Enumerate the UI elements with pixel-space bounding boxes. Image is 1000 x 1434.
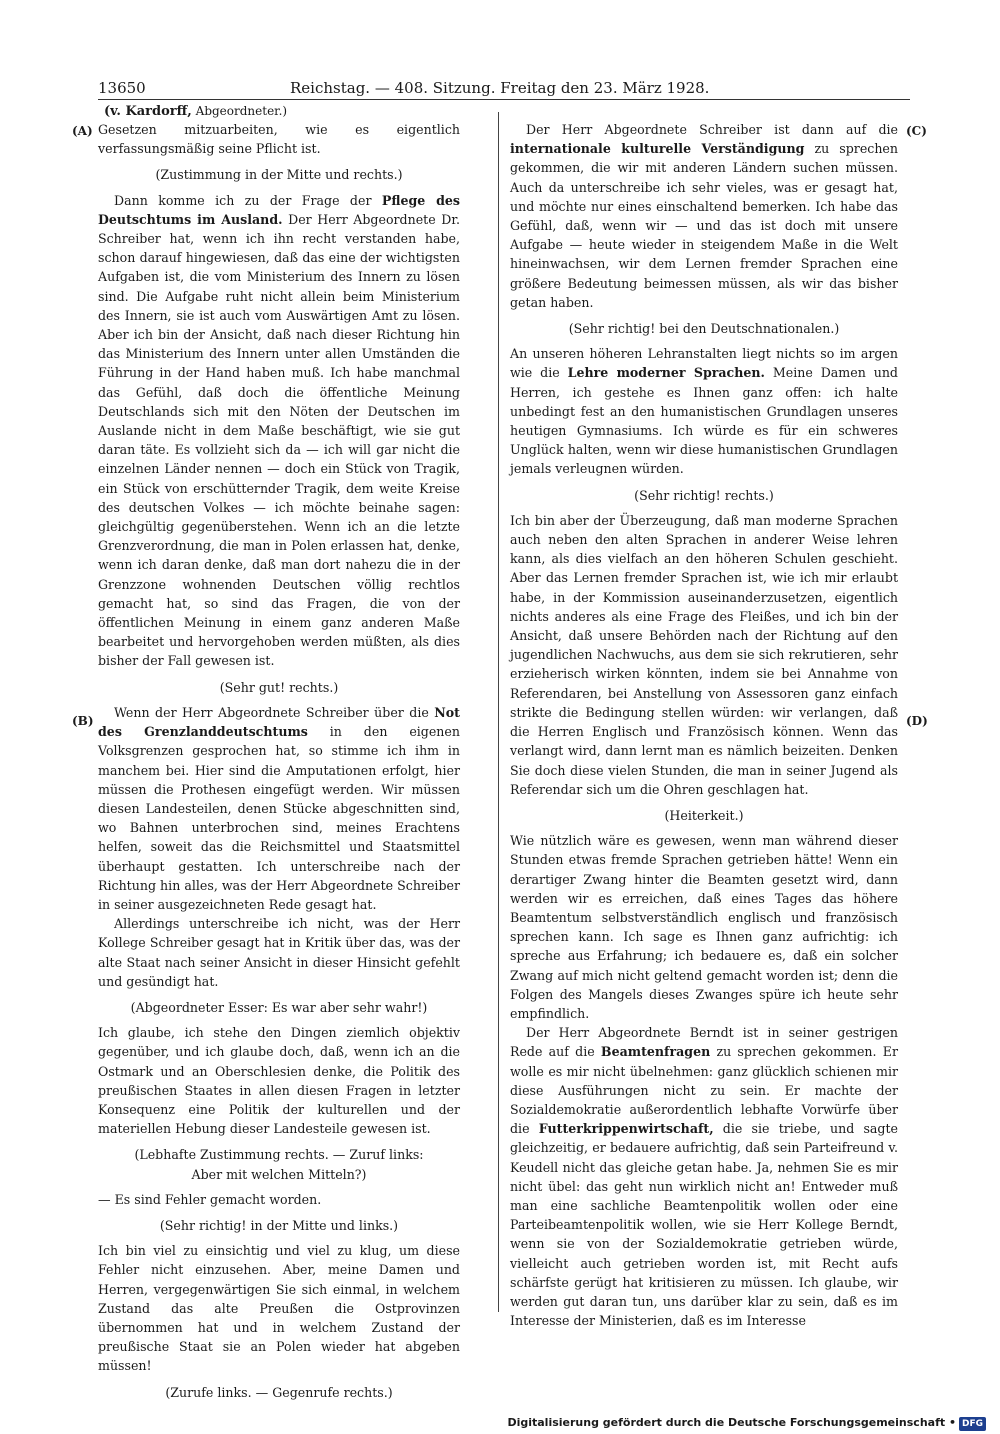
paragraph: Wenn der Herr Abgeordnete Schreiber über die Not des Grenzlanddeutschtums in den eigenen Volksgrenzen gesprochen hat, so stimme ich ihm in manchem bei. Hier sind die Amputationen erfolgt, hier müssen die Prothesen eingefügt werden. Wir müssen diesen Landesteilen, denen Stücke abgeschnitten sind, wo Bahnen unterbrochen sind, meines Erachtens helfen, soweit das die Reichsmittel und Staatsmittel überhaupt gestatten. Ich unterschreibe nach der Richtung hin alles, was der Herr Abgeordnete Schreiber in seiner ausgezeichneten Rede gesagt hat. xyxy=(98,704,460,912)
paragraph: Der Herr Abgeordnete Schreiber ist dann auf die internationale kulturelle Verständigung zu sprechen gekommen, die wir mit anderen Ländern suchen müssen. Auch da unterschreibe ich sehr vieles, was er gesagt hat, und möchte nur eines einschaltend bemerken. Ich habe das Gefühl, daß, wenn wir — und das ist doch mit unsere Aufgabe — heute wieder in steigendem Maße in die Welt hineinwachsen, wir dem Lernen fremder Sprachen eine größere Bedeutung beimessen müssen, als wir das bisher getan haben. xyxy=(510,122,898,310)
header-rule xyxy=(98,99,910,100)
dfg-logo: DFG xyxy=(959,1417,986,1431)
speaker-role: Abgeordneter.) xyxy=(195,104,288,118)
interjection: (Sehr richtig! bei den Deutschnationalen.) xyxy=(568,321,840,337)
paragraph: Gesetzen mitzuarbeiten, wie es eigentlich verfassungsmäßig seine Pflicht ist. xyxy=(98,122,460,157)
margin-marker-d: (D) xyxy=(906,714,928,728)
interjection: (Abgeordneter Esser: Es war aber sehr wahr!) xyxy=(130,999,428,1015)
paragraph: Ich bin viel zu einsichtig und viel zu klug, um diese Fehler nicht einzusehen. Aber, meine Damen und Herren, vergegenwärtigen Sie sich einmal, in welchem Zustand das alte Preußen die Ostprovinzen übernommen hat und in welchem Zustand der preußische Staat sie an Polen wieder hat abgeben müssen! xyxy=(98,1243,460,1374)
paragraph: — Es sind Fehler gemacht worden. xyxy=(98,1191,322,1207)
emphasis: Pflege des Deutschtums im Ausland. xyxy=(98,192,460,227)
paragraph: Wie nützlich wäre es gewesen, wenn man während dieser Stunden etwas fremde Sprachen getrieben hätte! Wenn ein derartiger Zwang hinter die Beamten gesetzt wird, dann werden wir es erreichen, daß eines Tages das höhere Beamtentum selbstverständlich englisch und französisch sprechen kann. Ich sage es Ihnen ganz aufrichtig: ich spreche aus Erfahrung; ich bedauere es, daß ein solcher Zwang auf mich nicht geltend gemacht worden ist; denn die Folgen des Mangels dieses Zwanges spüre ich heute sehr empfindlich. xyxy=(510,833,898,1021)
left-column xyxy=(98,120,460,1408)
interjection: (Sehr richtig! in der Mitte und links.) xyxy=(159,1217,399,1233)
emphasis: Not des Grenzlanddeutschtums xyxy=(98,704,460,740)
interjection: (Sehr gut! rechts.) xyxy=(219,679,339,695)
emphasis: internationale kulturelle Verständigung xyxy=(510,141,805,157)
speaker-name: (v. Kardorff, xyxy=(104,104,192,119)
interjection: (Zurufe links. — Gegenrufe rechts.) xyxy=(165,1384,393,1400)
margin-marker-b: (B) xyxy=(72,714,94,728)
interjection: (Lebhafte Zustimmung rechts. — Zuruf links: xyxy=(134,1147,424,1163)
emphasis: Futterkrippenwirtschaft, xyxy=(538,1121,714,1137)
interjection: Aber mit welchen Mitteln?) xyxy=(191,1166,367,1182)
footer-text: Digitalisierung gefördert durch die Deutsche Forschungsgemeinschaft • xyxy=(507,1416,956,1429)
paragraph: Der Herr Abgeordnete Berndt ist in seiner gestrigen Rede auf die Beamtenfragen zu sprechen gekommen. Er wolle es mir nicht übelnehmen: ganz glücklich schienen mir diese Ausführungen nicht zu sein. Er machte der Sozialdemokratie außerordentlich lebhafte Vorwürfe über die Futterkrippenwirtschaft, die sie triebe, und sagte gleichzeitig, er bedauere aufrichtig, daß sein Parteifreund v. Keudell nicht das gleiche getan habe. Ja, nehmen Sie es mir nicht übel: das geht nun wirklich nicht an! Entweder muß man eine sachliche Beamtenpolitik wollen oder eine Parteibeamtenpolitik wollen, wie sie Herr Kollege Berndt, wenn sie von der Sozialdemokratie getrieben würde, vielleicht auch getrieben worden ist, mit Recht aufs schärfste gerügt hat kritisieren zu müssen. Ich glaube, wir werden gut daran tun, uns darüber klar zu sein, daß es im Interesse der Ministerien, daß es im Interesse xyxy=(510,1025,898,1329)
page-number: 13650 xyxy=(98,79,146,97)
paragraph: Allerdings unterschreibe ich nicht, was der Herr Kollege Schreiber gesagt hat in Kritik über das, was der alte Staat nach seiner Ansicht in dieser Hinsicht gefehlt und gesündigt hat. xyxy=(98,916,460,989)
margin-marker-a: (A) xyxy=(72,124,93,138)
emphasis: Lehre moderner Sprachen. xyxy=(567,365,765,381)
margin-marker-c: (C) xyxy=(906,124,927,138)
right-column xyxy=(510,120,898,1330)
interjection: (Zustimmung in der Mitte und rechts.) xyxy=(155,167,403,183)
interjection: (Sehr richtig! rechts.) xyxy=(634,487,774,503)
column-divider xyxy=(498,112,499,1312)
paragraph: Ich bin aber der Überzeugung, daß man moderne Sprachen auch neben den alten Sprachen in anderer Weise lehren kann, als dies vielfach an den höheren Schulen geschieht. Aber das Lernen fremder Sprachen ist, wie ich mir erlaubt habe, in der Kommission auseinanderzusetzen, eigentlich nichts anderes als eine Frage des Fleißes, und ich bin der Ansicht, daß unsere Behörden nach der Richtung auf den jugendlichen Nachwuchs, aus dem sie sich rekrutieren, sehr erzieherisch wirken könnten, indem sie bei Annahme von Referendaren, bei Anstellung von Assessoren ganz einfach strikte die Bedingung stellen würden: wir verlangen, daß die Herren Englisch und Französisch können. Wenn das verlangt wird, dann lernt man es nämlich beizeiten. Denken Sie doch diese vielen Stunden, die man in seiner Jugend als Referendar sich um die Ohren geschlagen hat. xyxy=(510,512,898,797)
interjection: (Heiterkeit.) xyxy=(664,807,744,823)
emphasis: Beamtenfragen xyxy=(600,1044,711,1060)
paragraph: An unseren höheren Lehranstalten liegt nichts so im argen wie die Lehre moderner Sprachen. Meine Damen und Herren, ich gestehe es Ihnen ganz offen: ich halte unbedingt fest an den humanistischen Grundlagen unseres heutigen Gymnasiums. Ich würde es für ein schweres Unglück halten, wenn wir diese humanistischen Grundlagen jemals verleugnen würden. xyxy=(510,346,898,477)
paragraph: Dann komme ich zu der Frage der Pflege des Deutschtums im Ausland. Der Herr Abgeordnete Dr. Schreiber hat, wenn ich ihn recht verstanden habe, schon darauf hingewiesen, daß das eine der wichtigsten Aufgaben ist, die vom Ministerium des Innern zu lösen sind. Die Aufgabe ruht nicht allein beim Ministerium des Innern, sie ist auch vom Auswärtigen Amt zu lösen. Aber ich bin der Ansicht, daß nach dieser Richtung hin das Ministerium des Innern unter allen Umständen die Führung in der Hand haben muß. Ich habe manchmal das Gefühl, daß doch die öffentliche Meinung Deutschlands sich mit den Nöten der Deutschen im Auslande nicht in dem Maße beschäftigt, wie sie gut daran täte. Es vollzieht sich da — ich will gar nicht die einzelnen Länder nennen — doch ein Stück von Tragik, ein Stück von erschütternder Tragik, dem weite Kreise des deutschen Volkes — ich möchte beinahe sagen: gleichgültig gegenüberstehen. Wenn ich an die letzte Grenzverordnung, die man in Polen erlassen hat, denke, wenn ich daran denke, daß man dort nahezu die in der Grenzzone wohnenden Deutschen völlig rechtlos gemacht hat, so sind das Fragen, die von der öffentlichen Meinung in einem ganz anderen Maße bearbeitet und hervorgehoben werden müßten, als dies bisher der Fall gewesen ist. xyxy=(98,192,460,669)
speaker-line xyxy=(104,103,287,120)
page-title: Reichstag. — 408. Sitzung. Freitag den 23. März 1928. xyxy=(290,79,710,97)
paragraph: Ich glaube, ich stehe den Dingen ziemlich objektiv gegenüber, und ich glaube doch, daß, wenn ich an die Ostmark und an Oberschlesien denke, die Politik des preußischen Staates in allen diesen Fragen in letzter Konsequenz eine Politik der kulturellen und der materiellen Hebung dieser Landesteile gewesen ist. xyxy=(98,1025,460,1137)
footer-credit xyxy=(507,1416,986,1431)
